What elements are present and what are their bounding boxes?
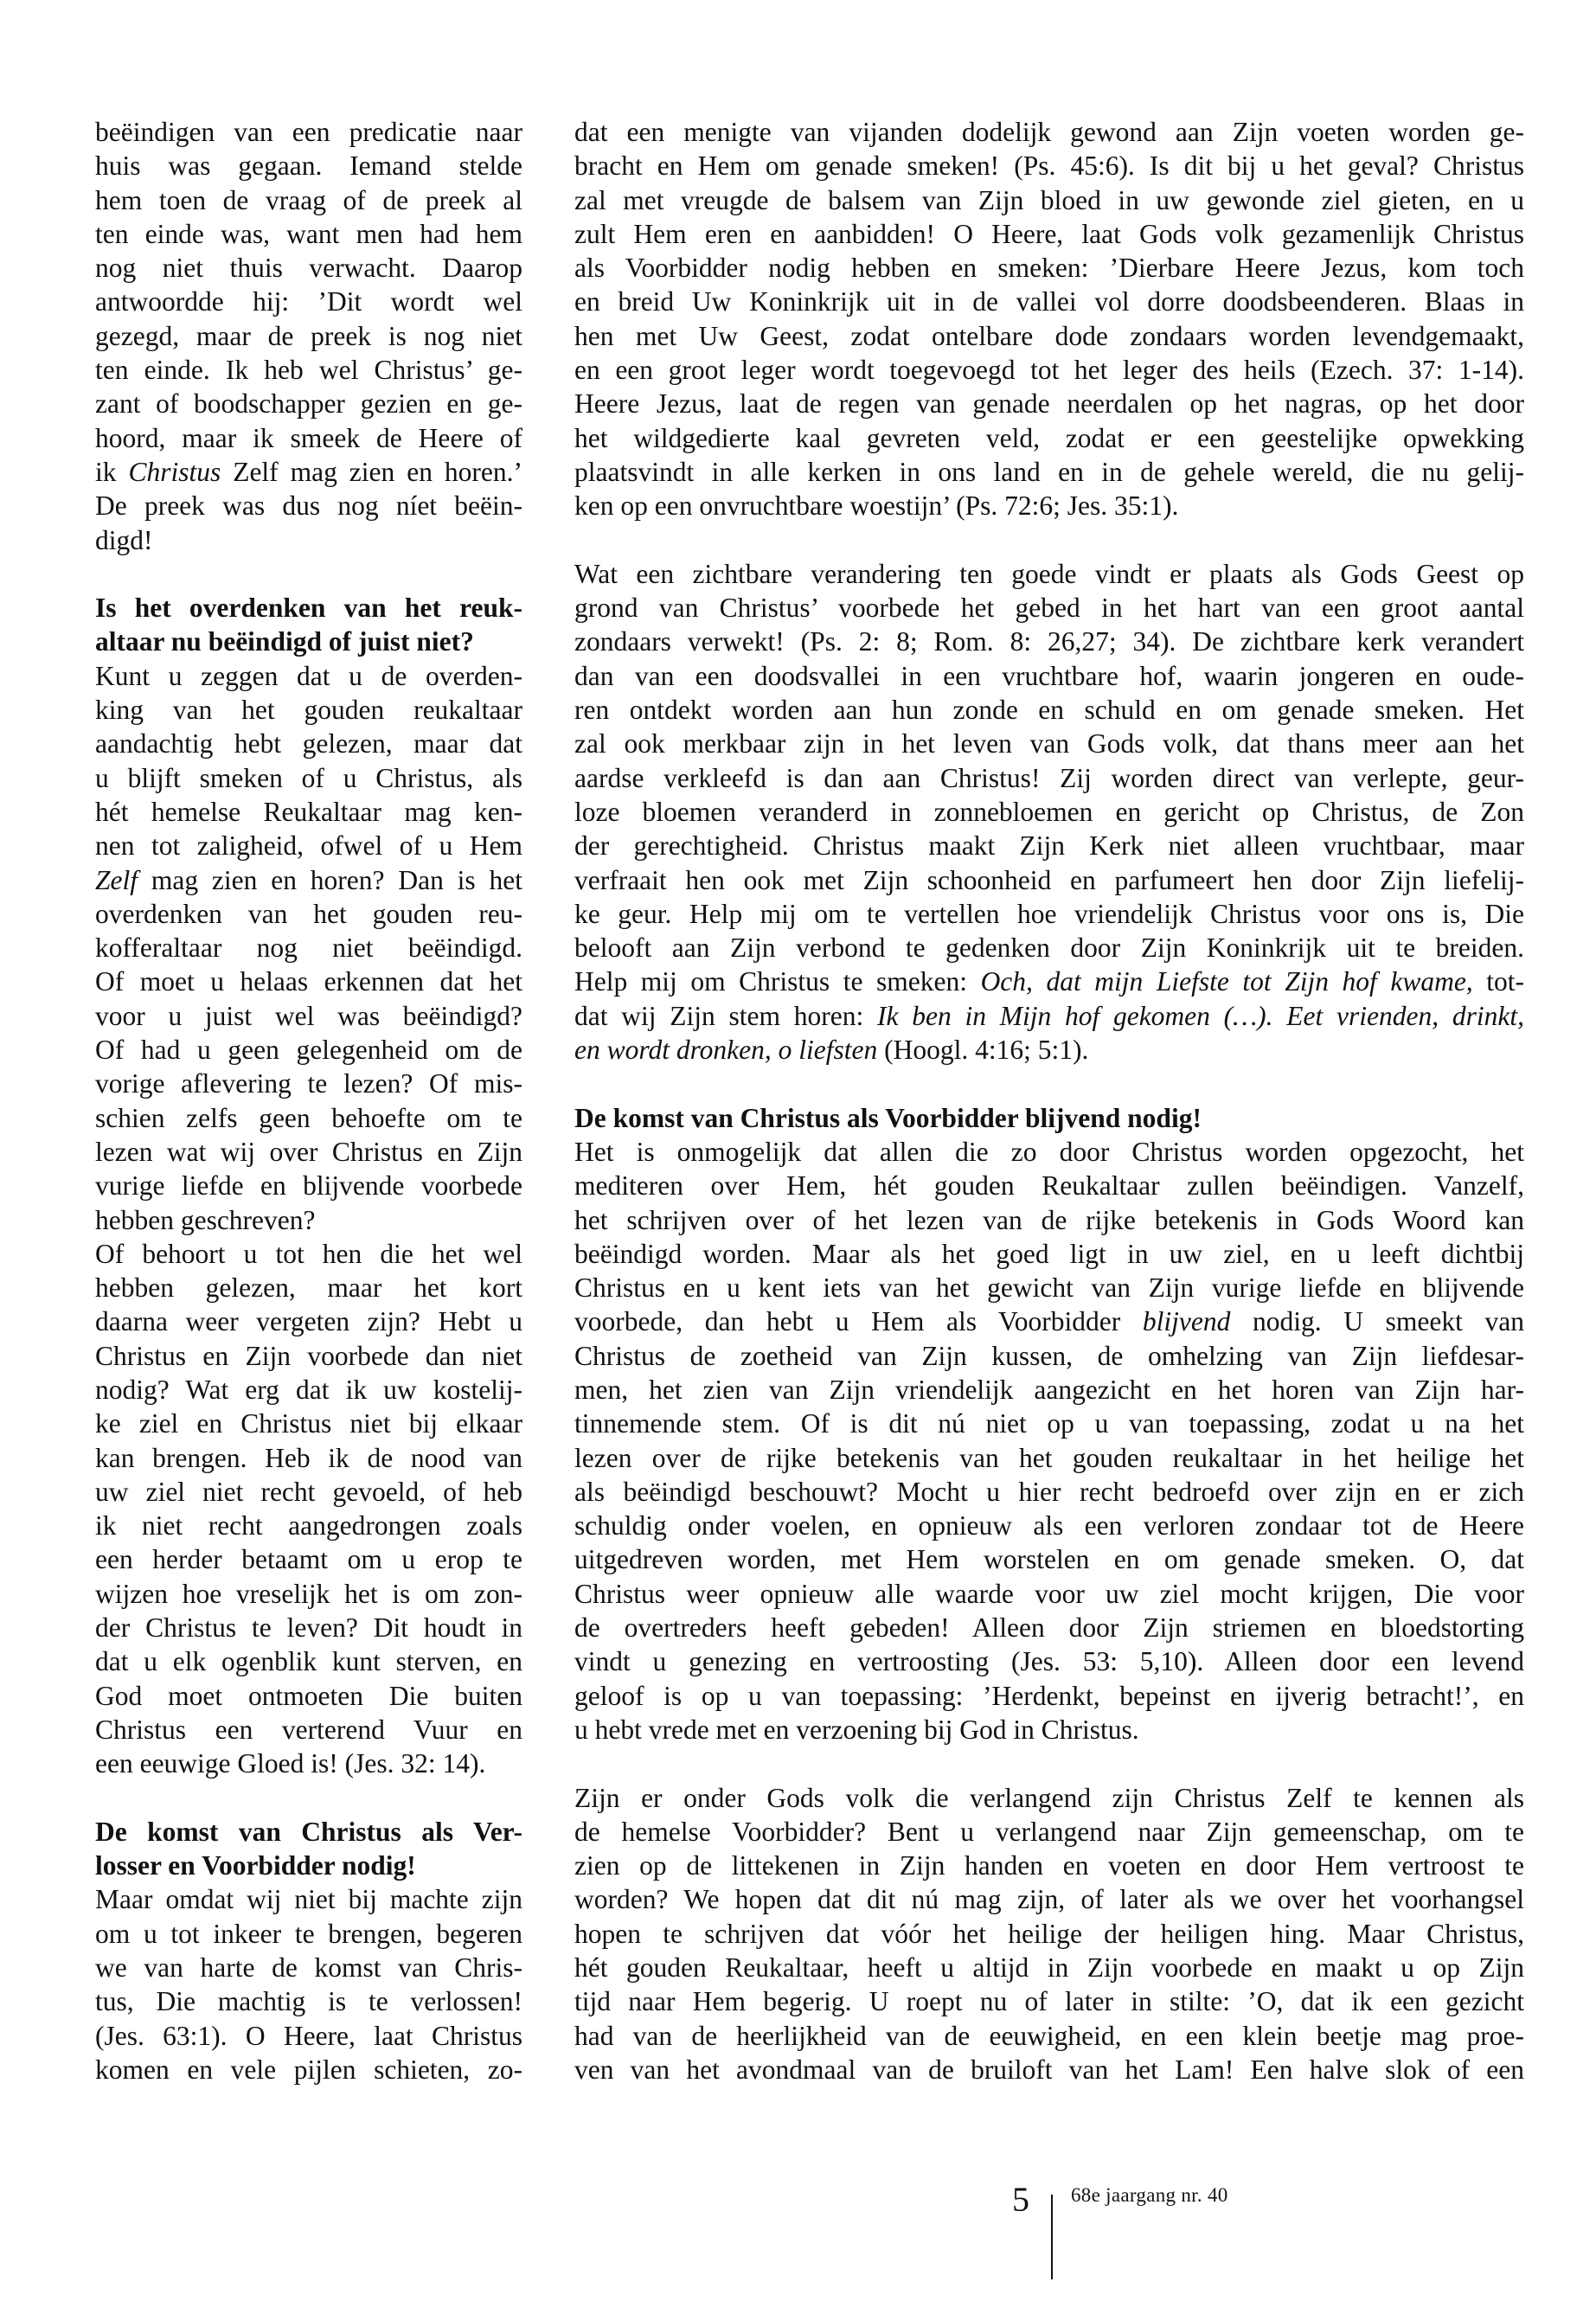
text-run: daarna weer vergeten zijn? Hebt u [95,1306,522,1337]
text-line [95,1984,522,2018]
text-line [95,1747,522,1780]
text-line [574,693,1524,727]
text-line [95,999,522,1033]
text-line [95,149,522,183]
text-line [574,1882,1524,1916]
text-run: hen met Uw Geest, zodat ontelbare dode zondaars worden levendgemaakt, [574,320,1524,351]
italic-text: Christus [128,456,221,487]
section-heading [95,1815,522,1883]
text-run: hoord, maar ik smeek de Heere of [95,422,522,453]
text-line [95,1373,522,1407]
text-run: tinnemende stem. Of is dit nú niet op u van toepassing, zodat u na het [574,1408,1524,1439]
text-run: u hebt vrede met en verzoening bij God in Christus. [574,1714,1139,1745]
text-run: geloof is op u van toepassing: ’Herdenkt, bepeinst en ijverig betracht!’, en [574,1680,1524,1711]
text-run: Is het overdenken van het reuk- [95,593,522,624]
text-run: voorbede, dan hebt u Hem als Voorbidder [574,1306,1143,1337]
text-line [95,1679,522,1713]
text-line [574,897,1524,931]
text-run: als beëindigd beschouwt? Mocht u hier recht bedroefd over zijn en er zich [574,1476,1524,1507]
text-run: der gerechtigheid. Christus maakt Zijn Kerk niet alleen vruchtbaar, maar [574,830,1524,862]
text-line [95,2019,522,2053]
text-run: tus, Die machtig is te verlossen! [95,1986,522,2017]
text-run: worden? We hopen dat dit nú mag zijn, of later als we over het voorhangsel [574,1884,1524,1915]
text-line [574,1849,1524,1882]
text-run: tot- [1472,966,1524,997]
text-line [574,591,1524,625]
page-number: 5 [1012,2180,1029,2219]
text-line [95,1644,522,1678]
text-run: Of behoort u tot hen die het wel [95,1238,522,1269]
text-run: altaar nu beëindigd of juist niet? [95,626,474,657]
text-line [574,965,1524,998]
text-run: zien op de littekenen in Zijn handen en voeten en door Hem vertroost te [574,1850,1524,1881]
text-run: Het is onmogelijk dat allen die zo door Christus worden opgezocht, het [574,1136,1524,1167]
text-line [574,1339,1524,1373]
text-line [574,353,1524,387]
italic-text: blijvend [1142,1306,1231,1337]
text-run: losser en Voorbidder nodig! [95,1850,416,1881]
text-run: de hemelse Voorbidder? Bent u verlangend naar Zijn gemeenschap, om te [574,1816,1524,1847]
paragraph-gap [574,523,1524,557]
text-run: hebben geschreven? [95,1204,316,1235]
text-run: zant of boodschapper gezien en ge- [95,388,522,420]
text-line [574,1644,1524,1678]
text-line [574,1577,1524,1611]
italic-text: Zelf [95,864,138,895]
text-line [574,863,1524,897]
text-run: der Christus te leven? Dit houdt in [95,1612,522,1644]
text-run: tijd naar Hem begerig. U roept nu of later in stilte: ’O, dat ik een gezicht [574,1986,1524,2017]
text-line [574,761,1524,795]
text-line [574,421,1524,455]
text-run: vurige liefde en blijvende voorbede [95,1170,522,1202]
text-line [574,1407,1524,1440]
text-run: ten einde was, want men had hem [95,218,522,249]
text-run: ten einde. Ik heb wel Christus’ ge- [95,355,522,386]
paragraph [95,1237,522,1781]
text-line [95,1509,522,1542]
paragraph-gap [95,557,522,591]
text-run: om u tot inkeer te brengen, begeren [95,1918,522,1949]
text-line [95,251,522,285]
text-line [95,931,522,965]
text-line [95,1475,522,1509]
text-line [95,1849,522,1882]
text-line [574,251,1524,285]
text-line [95,421,522,455]
text-run: ik [95,456,129,487]
text-run: Kunt u zeggen dat u de overden- [95,660,522,691]
text-run: Maar omdat wij niet bij machte zijn [95,1884,522,1915]
text-run: hebben gelezen, maar het kort [95,1272,522,1304]
text-line [95,1339,522,1373]
text-line [95,183,522,217]
text-line [574,1237,1524,1271]
text-line [574,387,1524,420]
text-run: Help mij om Christus te smeken: [574,966,981,997]
text-line [574,1304,1524,1338]
text-run: Heere Jezus, laat de regen van genade neerdalen op het nagras, op het door [574,388,1524,420]
text-line [95,217,522,251]
text-run: en breid Uw Koninkrijk uit in de vallei vol dorre doodsbeenderen. Blaas in [574,286,1524,317]
text-run: Of had u geen gelegenheid om de [95,1035,522,1066]
paragraph [95,659,522,1237]
text-run: hem toen de vraag of de preek al [95,184,522,215]
text-run: uitgedreven worden, met Hem worstelen en om genade smeken. O, dat [574,1544,1524,1575]
text-line [574,1475,1524,1509]
paragraph [574,1781,1524,2087]
text-line [574,1984,1524,2018]
text-run: Of moet u helaas erkennen dat het [95,966,522,997]
text-run: hét gouden Reukaltaar, heeft u altijd in Zijn voorbede en maakt u op Zijn [574,1952,1524,1984]
text-run: nodig? Wat erg dat ik uw kostelij- [95,1374,522,1405]
text-line [95,795,522,829]
paragraph-gap [95,1781,522,1815]
text-line [574,625,1524,658]
text-line [574,1033,1524,1067]
text-run: aandachtig hebt gelezen, maar dat [95,728,522,760]
text-line [95,1542,522,1576]
text-line [574,455,1524,489]
text-run: de overtreders heeft gebeden! Alleen door Zijn striemen en bloedstorting [574,1612,1524,1644]
text-line [95,1441,522,1475]
text-line [95,625,522,658]
text-line [95,115,522,149]
text-line [574,217,1524,251]
text-run: nog niet thuis verwacht. Daarop [95,253,522,284]
text-run: dan van een doodsvallei in een vruchtbare hof, waarin jongeren en oude- [574,660,1524,691]
text-line [95,1577,522,1611]
text-run: uw ziel niet recht gevoeld, of heb [95,1476,522,1507]
text-run: De komst van Christus als Ver- [95,1816,522,1847]
text-run: aardse verkleefd is dan aan Christus! Zij worden direct van verlepte, geur- [574,762,1524,793]
text-run: kan brengen. Heb ik de nood van [95,1442,522,1473]
text-line [95,1815,522,1849]
text-run: belooft aan Zijn verbond te gedenken door Zijn Koninkrijk uit te breiden. [574,933,1524,964]
text-run: plaatsvindt in alle kerken in ons land en in de gehele wereld, die nu gelij- [574,456,1524,487]
text-run: Zijn er onder Gods volk die verlangend zijn Christus Zelf te kennen als [574,1782,1524,1813]
text-line [95,1882,522,1916]
text-run: ven van het avondmaal van de bruiloft van het Lam! Een halve slok of een [574,2054,1524,2085]
text-line [574,1169,1524,1202]
text-run: een herder betaamt om u erop te [95,1544,522,1575]
text-run: beëindigd worden. Maar als het goed ligt in uw ziel, en u leeft dichtbij [574,1238,1524,1269]
text-run: nodig. U smeekt van [1230,1306,1524,1337]
text-line [574,1611,1524,1644]
text-line [574,285,1524,318]
text-line [95,353,522,387]
paragraph-gap [574,1067,1524,1100]
text-line [574,489,1524,522]
text-run: ke geur. Help mij om te vertellen hoe vriendelijk Christus voor ons is, Die [574,898,1524,929]
text-line [95,319,522,353]
italic-text: Ik ben in Mijn hof gekomen (…). Eet vrienden, drinkt, [876,1000,1524,1031]
text-run: zal ook merkbaar zijn in het leven van Gods volk, dat thans meer aan het [574,728,1524,760]
text-run: het schrijven over of het lezen van de rijke betekenis in Gods Woord kan [574,1204,1524,1235]
text-run: mag zien en horen? Dan is het [138,864,522,895]
text-run: Christus en u kent iets van het gewicht van Zijn vurige liefde en blijvende [574,1272,1524,1304]
text-line [95,863,522,897]
text-run: vorige aflevering te lezen? Of mis- [95,1068,522,1099]
text-run: als Voorbidder nodig hebben en smeken: ’Dierbare Heere Jezus, kom toch [574,253,1524,284]
text-line [95,829,522,862]
text-run: kofferaltaar nog niet beëindigd. [95,933,522,964]
section-heading [574,1101,1524,1135]
text-line [95,1033,522,1067]
text-run: king van het gouden reukaltaar [95,695,522,726]
text-run: dat u elk ogenblik kunt sterven, en [95,1646,522,1677]
paragraph-gap [574,1747,1524,1780]
left-column [95,115,522,2086]
paragraph [95,1882,522,2086]
text-run: ke ziel en Christus niet bij elkaar [95,1408,522,1439]
text-line [95,387,522,420]
text-line [574,1679,1524,1713]
text-run: zal met vreugde de balsem van Zijn bloed in uw gewonde ziel gieten, en u [574,184,1524,215]
text-line [95,1917,522,1951]
text-line [95,1203,522,1237]
text-line [574,1713,1524,1747]
text-run: (Hoogl. 4:16; 5:1). [877,1035,1089,1066]
text-line [95,1304,522,1338]
text-line [574,2053,1524,2086]
text-run: schuldig onder voelen, en opnieuw als een verloren zondaar tot de Heere [574,1510,1524,1541]
text-line [574,2019,1524,2053]
text-line [574,829,1524,862]
text-line [95,897,522,931]
text-line [574,1101,1524,1135]
text-line [95,285,522,318]
text-run: grond van Christus’ voorbede het gebed in het hart van een groot aantal [574,593,1524,624]
text-run: men, het zien van Zijn vriendelijk aangezicht en het horen van Zijn har- [574,1374,1524,1405]
text-run: u blijft smeken of u Christus, als [95,762,522,793]
text-run: God moet ontmoeten Die buiten [95,1680,522,1711]
text-line [95,1135,522,1169]
text-line [95,1951,522,1984]
text-line [95,1237,522,1271]
text-run: een eeuwige Gloed is! (Jes. 32: 14). [95,1748,486,1779]
text-line [574,1781,1524,1815]
text-run: mediteren over Hem, hét gouden Reukaltaar zullen beëindigen. Vanzelf, [574,1170,1524,1202]
text-run: lezen wat wij over Christus en Zijn [95,1136,522,1167]
text-run: (Jes. 63:1). O Heere, laat Christus [95,2020,522,2051]
text-run: Christus weer opnieuw alle waarde voor uw ziel mocht krijgen, Die voor [574,1578,1524,1609]
text-line [95,489,522,522]
text-line [574,557,1524,591]
text-run: Zelf mag zien en horen.’ [221,456,522,487]
text-line [95,1271,522,1304]
text-run: Christus een verterend Vuur en [95,1714,522,1745]
text-line [95,1713,522,1747]
text-line [574,1951,1524,1984]
text-line [574,999,1524,1033]
text-line [95,455,522,489]
section-heading [95,591,522,659]
text-line [95,693,522,727]
text-line [574,931,1524,965]
text-run: het wildgedierte kaal gevreten veld, zodat er een geestelijke opwekking [574,422,1524,453]
paragraph [95,115,522,557]
text-run: loze bloemen veranderd in zonnebloemen en gericht op Christus, de Zon [574,796,1524,827]
text-run: huis was gegaan. Iemand stelde [95,151,522,182]
text-run: dat wij Zijn stem horen: [574,1000,877,1031]
text-line [574,149,1524,183]
text-run: Christus en Zijn voorbede dan niet [95,1340,522,1371]
text-line [95,1611,522,1644]
text-run: dat een menigte van vijanden dodelijk gewond aan Zijn voeten worden ge- [574,117,1524,147]
text-run: had van de heerlijkheid van de eeuwigheid, en een klein beetje mag proe- [574,2020,1524,2051]
text-run: nen tot zaligheid, ofwel of u Hem [95,830,522,862]
text-line [574,1203,1524,1237]
text-run: Wat een zichtbare verandering ten goede vindt er plaats als Gods Geest op [574,558,1524,589]
text-run: zondaars verwekt! (Ps. 2: 8; Rom. 8: 26,27; 34). De zichtbare kerk verandert [574,626,1524,657]
text-line [95,1101,522,1135]
footer-divider [1051,2195,1053,2279]
text-run: schien zelfs geen behoefte om te [95,1102,522,1133]
italic-text: en wordt dronken, o liefsten [574,1035,878,1066]
text-run: bracht en Hem om genade smeken! (Ps. 45:6). Is dit bij u het geval? Christus [574,151,1524,182]
paragraph [574,557,1524,1067]
text-run: ik niet recht aangedrongen zoals [95,1510,522,1541]
text-line [95,659,522,693]
text-run: beëindigen van een predicatie naar [95,117,522,147]
text-run: Christus de zoetheid van Zijn kussen, de omhelzing van Zijn liefdesar- [574,1340,1524,1371]
text-run: De komst van Christus als Voorbidder blijvend nodig! [574,1102,1202,1133]
text-run: ren ontdekt worden aan hun zonde en schuld en om genade smeken. Het [574,695,1524,726]
text-line [574,727,1524,760]
text-line [574,795,1524,829]
text-line [574,1917,1524,1951]
text-run: vindt u genezing en vertroosting (Jes. 53: 5,10). Alleen door een levend [574,1646,1524,1677]
text-line [95,591,522,625]
text-line [574,1815,1524,1849]
text-line [95,965,522,998]
text-run: zult Hem eren en aanbidden! O Heere, laat Gods volk gezamenlijk Christus [574,218,1524,249]
text-run: ken op een onvruchtbare woestijn’ (Ps. 72:6; Jes. 35:1). [574,490,1179,522]
text-run: gezegd, maar de preek is nog niet [95,320,522,351]
text-line [574,115,1524,149]
paragraph [574,115,1524,523]
right-column [574,115,1524,2086]
text-run: hopen te schrijven dat vóór het heilige der heiligen hing. Maar Christus, [574,1918,1524,1949]
text-line [95,1169,522,1202]
text-line [574,1509,1524,1542]
issue-info: 68e jaargang nr. 40 [1071,2184,1228,2206]
text-run: wijzen hoe vreselijk het is om zon- [95,1578,522,1609]
text-run: en een groot leger wordt toegevoegd tot het leger des heils (Ezech. 37: 1-14). [574,355,1524,386]
text-line [95,1407,522,1440]
text-run: hét hemelse Reukaltaar mag ken- [95,796,522,827]
text-run: De preek was dus nog níet beëin- [95,490,522,522]
text-run: overdenken van het gouden reu- [95,898,522,929]
text-line [95,761,522,795]
text-line [95,727,522,760]
text-line [574,1542,1524,1576]
text-line [574,1441,1524,1475]
text-line [574,1135,1524,1169]
text-line [95,2053,522,2086]
text-line [95,1067,522,1100]
italic-text: Och, dat mijn Liefste tot Zijn hof kwame, [980,966,1473,997]
text-run: digd! [95,524,153,555]
text-run: lezen over de rijke betekenis van het gouden reukaltaar in het heilige het [574,1442,1524,1473]
text-run: voor u juist wel was beëindigd? [95,1000,522,1031]
text-line [574,319,1524,353]
text-run: verfraait hen ook met Zijn schoonheid en parfumeert hen door Zijn liefelij- [574,864,1524,895]
text-line [574,1373,1524,1407]
text-line [574,1271,1524,1304]
text-line [574,659,1524,693]
text-line [574,183,1524,217]
text-run: antwoordde hij: ’Dit wordt wel [95,286,522,317]
text-run: komen en vele pijlen schieten, zo- [95,2054,522,2085]
text-run: we van harte de komst van Chris- [95,1952,522,1984]
paragraph [574,1135,1524,1747]
text-line [95,523,522,557]
